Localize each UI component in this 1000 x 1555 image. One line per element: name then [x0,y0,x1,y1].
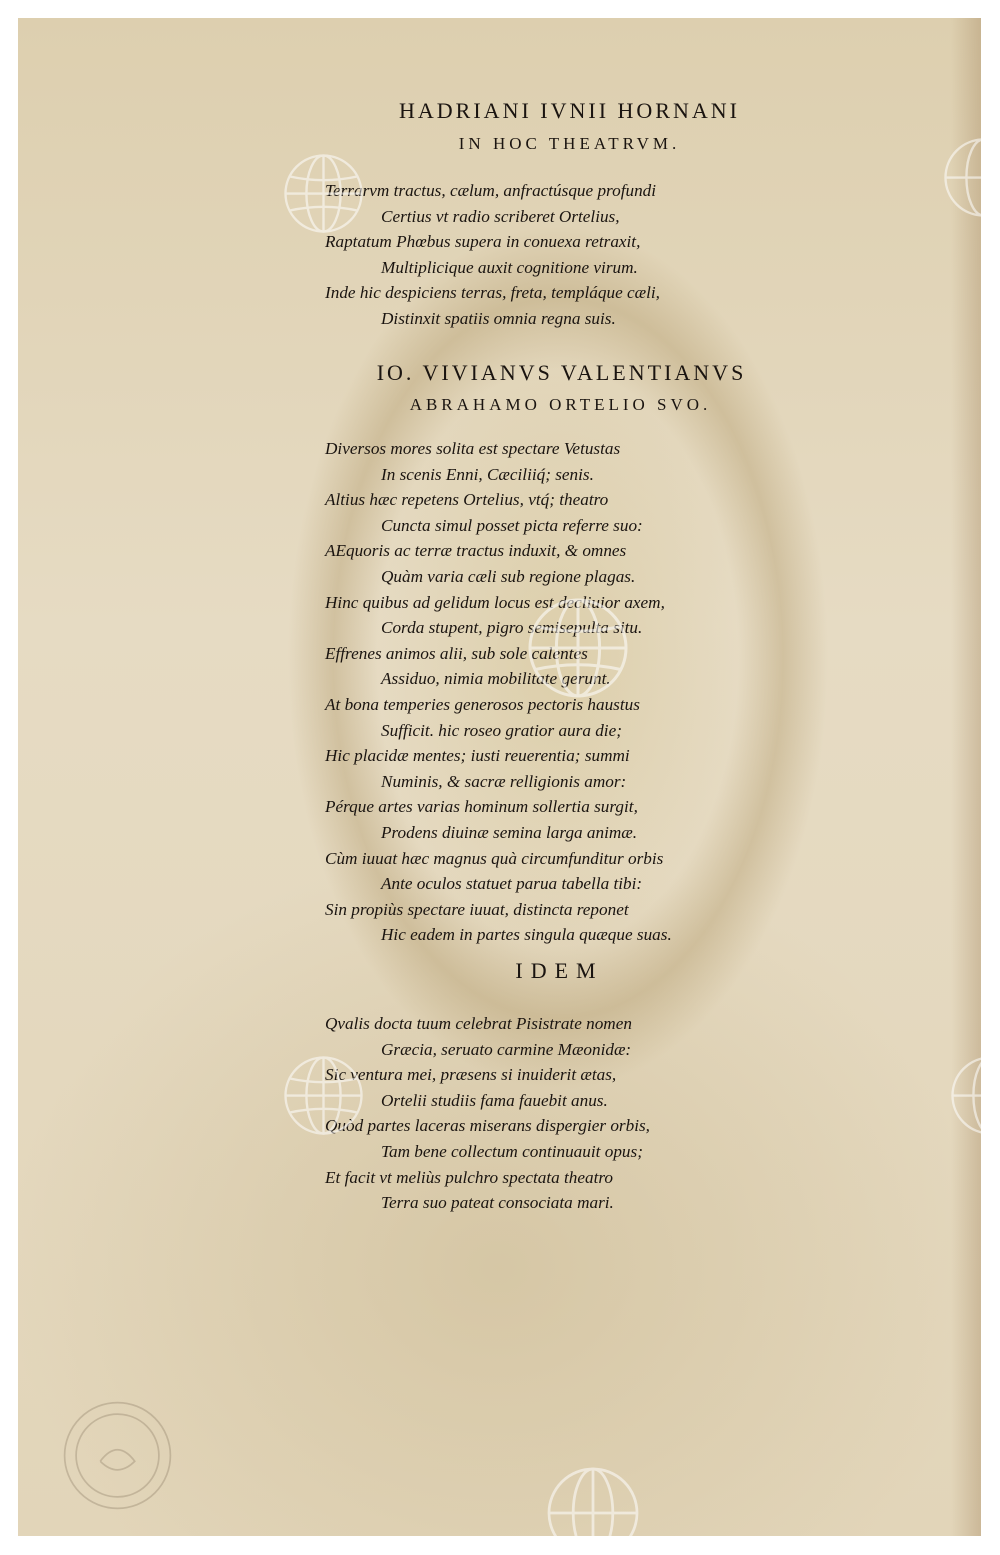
verse-line: Diversos mores solita est spectare Vetustas [325,439,621,458]
poem2-subtitle: ABRAHAMO ORTELIO SVO. [409,395,712,414]
verse-line: Distinxit spatiis omnia regna suis. [381,308,616,328]
poem1-verse [325,178,660,332]
globe-watermark-icon [276,1048,371,1143]
verse-line: Numinis, & sacræ relligionis amor: [381,771,627,791]
verse-line: Hic placidæ mentes; iusti reuerentia; summi [325,746,630,766]
verse-line: Multiplicique auxit cognitione virum. [381,257,638,277]
verse-line: Certius vt radio scriberet Ortelius, [381,206,620,226]
verse-line: Cùm iuuat hæc magnus quà circumfunditur orbis [325,848,664,868]
poem3-verse [325,1011,650,1216]
verse-line: Altius hæc repetens Ortelius, vtq́; theatro [325,490,609,510]
verse-line: Græcia, seruato carmine Mæonidæ: [381,1039,632,1059]
globe-watermark-icon [936,130,981,225]
parchment-page [18,18,981,1536]
verse-line: Sin propiùs spectare iuuat, distincta reponet [325,899,629,919]
verse-line: Prodens diuinæ semina larga animæ. [381,822,638,842]
globe-watermark-icon [943,1048,981,1143]
verse-line: Pérque artes varias hominum sollertia surgit, [325,797,638,817]
verse-line: Hic eadem in partes singula quæque suas. [381,925,672,945]
poem1-subtitle: IN HOC THEATRVM. [458,134,681,153]
verse-line: Et facit vt meliùs pulchro spectata theatro [325,1167,613,1187]
verse-line: Quòd partes laceras miserans dispergier orbis, [325,1116,650,1136]
verse-line: Ortelii studiis fama fauebit anus. [381,1090,608,1110]
verse-line: Sufficit. hic roseo gratior aura die; [381,720,622,740]
poem1-title: HADRIANI IVNII HORNANI [399,98,740,123]
globe-watermark-icon [276,146,371,241]
verse-line: At bona temperies generosos pectoris haustus [325,694,640,714]
verse-line: Ante oculos statuet parua tabella tibi: [381,874,643,894]
verse-line: Tam bene collectum continuauit opus; [381,1141,643,1161]
verse-line: Sic ventura mei, præsens si inuiderit ætas, [325,1065,617,1085]
globe-watermark-icon [518,588,638,708]
library-stamp-icon [60,1398,175,1513]
verse-line: Cuncta simul posset picta referre suo: [381,515,643,535]
verse-line: Raptatum Phœbus supera in conuexa retraxit, [325,232,641,252]
verse-line: Effrenes animos alii, sub sole calentes [325,643,588,663]
verse-line: Inde hic despiciens terras, freta, templáque cæli, [325,283,660,303]
verse-line: Hinc quibus ad gelidum locus est decliuior axem, [325,592,665,612]
verse-line: Qvalis docta tuum celebrat Pisistrate nomen [325,1014,632,1033]
globe-watermark-icon [538,1458,648,1536]
verse-line: Corda stupent, pigro semisepulta situ. [381,618,643,638]
poem3-title: IDEM [515,958,604,983]
poem2-title: IO. VIVIANVS VALENTIANVS [376,360,747,385]
page-edge-shadow [951,18,981,1536]
verse-line: Terra suo pateat consociata mari. [381,1193,614,1213]
verse-line: Terrarvm tractus, cælum, anfractúsque profundi [325,181,657,200]
verse-line: Quàm varia cæli sub regione plagas. [381,566,636,586]
verse-line: In scenis Enni, Cæciliiq́; senis. [381,464,594,484]
verse-line: AEquoris ac terræ tractus induxit, & omnes [325,541,627,561]
verse-line: Assiduo, nimia mobilitate gerunt. [381,669,611,689]
